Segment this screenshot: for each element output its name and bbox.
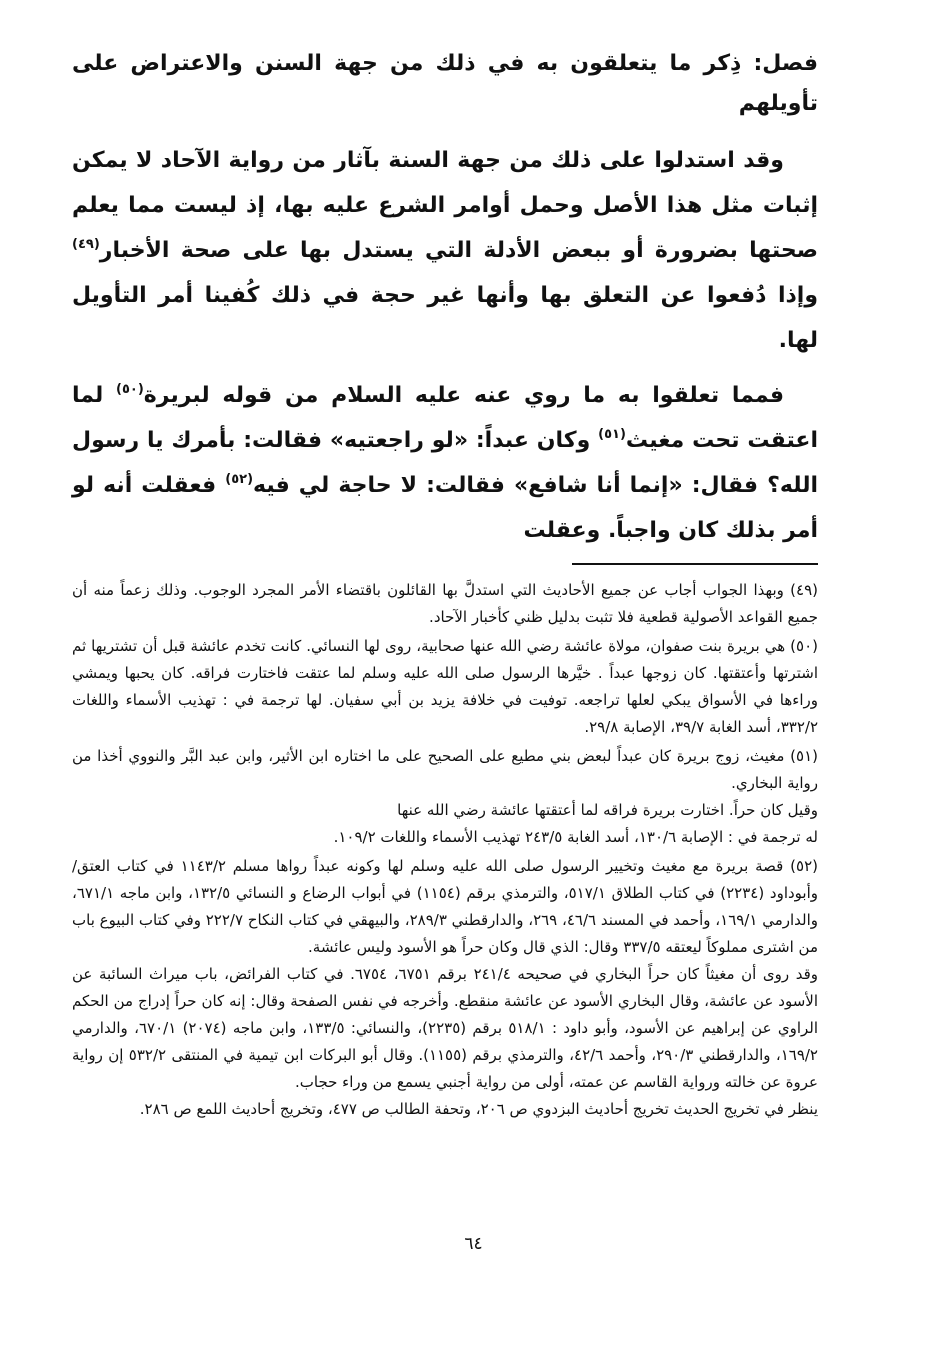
footnote-text: (٥١) مغيث، زوج بريرة كان عبداً لبعض بني مطيع على الصحيح على ما اختاره ابن الأثير، وابن عبد البَّر والنووي أخذا من رواية البخاري.	[72, 747, 818, 792]
document-page	[72, 44, 818, 1125]
paragraph-text: وإذا دُفعوا عن التعلق بها وأنها غير حجة في ذلك كُفينا أمر التأويل لها.	[72, 283, 818, 353]
footnote-ref-50: (٥٠)	[116, 382, 144, 397]
paragraph-text: لما اعتقت تحت مغيث	[72, 383, 818, 453]
section-heading	[72, 44, 818, 124]
footnote-ref-52: (٥٢)	[225, 472, 254, 487]
footnote-52	[72, 853, 818, 1123]
footnote-ref-51: (٥١)	[598, 427, 626, 442]
body-paragraph-1	[72, 138, 818, 363]
section-label: فصل:	[753, 51, 818, 76]
paragraph-text: وكان عبداً: «لو راجعتيه» فقالت: بأمرك يا رسول الله؟ فقال: «إنما أنا شافع» فقالت: لا حاجة لي فيه	[72, 428, 818, 498]
footnote-text: وقد روى أن مغيثاً كان حراً البخاري في صحيحه ٢٤١/٤ برقم ٦٧٥١، ٦٧٥٤. في كتاب الفرائض، باب ميراث السائبة عن الأسود عن عائشة، وقال البخاري الأسود عن عائشة منقطع. وأخرجه في نفس الصفحة وقال: إنه كان حراً إدراج من الحكم الراوي عن إبراهيم عن الأسود، وأبو داود : ٥١٨/١ برقم (٢٢٣٥)، والنسائي: ١٣٣/٥، وابن ماجه (٢٠٧٤) ٦٧٠/١، والدارمي ١٦٩/٢، والدارقطني ٢٩٠/٣، وأحمد ٤٢/٦، والترمذي برقم (١١٥٥). وقال أبو البركات ابن تيمية في المنتقى ٥٣٢/٢ إن رواية عروة عن خالته ورواية القاسم عن عمته، أولى من رواية أجنبي يسمع من وراء حجاب.	[72, 965, 819, 1091]
page-number: ٦٤	[464, 1234, 483, 1254]
paragraph-text: فعقلت أنه لو أمر بذلك كان واجباً. وعقلت	[72, 473, 818, 543]
paragraph-text: فمما تعلقوا به ما روي عنه عليه السلام من قوله لبريرة	[143, 383, 784, 408]
footnote-text: وقيل كان حراً. اختارت بريرة فراقه لما أعتقتها عائشة رضي الله عنها	[397, 801, 818, 819]
footnote-text: ينظر في تخريج الحديث تخريج أحاديث البزدوي ص ٢٠٦، وتحفة الطالب ص ٤٧٧، وتخريج أحاديث اللمع ص ٢٨٦.	[139, 1100, 818, 1118]
body-paragraph-2	[72, 373, 818, 553]
footnote-49	[72, 577, 818, 631]
section-title: ذِكر ما يتعلقون به في ذلك من جهة السنن والاعتراض على تأويلهم	[72, 51, 818, 116]
paragraph-text: وقد استدلوا على ذلك من جهة السنة بآثار من رواية الآحاد لا يمكن إثبات مثل هذا الأصل وحمل أوامر الشرع عليه بها، إذ ليست مما يعلم صحتها بضرورة أو ببعض الأدلة التي يستدل بها على صحة الأخبار	[72, 148, 818, 263]
footnote-51	[72, 743, 818, 851]
footnote-text: له ترجمة في : الإصابة ١٣٠/٦، أسد الغابة ٢٤٣/٥ تهذيب الأسماء واللغات ١٠٩/٢.	[333, 828, 818, 846]
footnote-divider	[572, 563, 818, 565]
footnote-text: (٥٠) هي بريرة بنت صفوان، مولاة عائشة رضي الله عنها صحابية، روى لها النسائي. كانت تخدم عائشة قبل أن تشتريها ثم اشترتها وأعتقتها. كان زوجها عبداً . خيَّرها الرسول صلى الله عليه وسلم لما عتقت فاختارت فراقه. كان يحبها ويمشي وراءها في الأسواق يبكي لعلها تراجعه. توفيت في خلافة يزيد بن أبي سفيان. لها ترجمة في : تهذيب الأسماء واللغات ٣٣٢/٢، أسد الغابة ٣٩/٧، الإصابة ٢٩/٨.	[72, 637, 818, 736]
footnote-50	[72, 633, 818, 741]
footnote-text: (٥٢) قصة بريرة مع مغيث وتخيير الرسول صلى الله عليه وسلم لها وكونه عبداً رواها مسلم ١١٤٣/٢ في كتاب العتق/ وأبوداود (٢٢٣٤) في كتاب الطلاق ٥١٧/١، والترمذي برقم (١١٥٤) في أبواب الرضاع و النسائي ١٣٢/٥، وابن ماجه ٦٧١/١، والدارمي ١٦٩/١، وأحمد في المسند ٤٦/٦، ٢٦٩، والدارقطني ٢٨٩/٣، والبيهقي في كتاب النكاح ٢٢٢/٧ وفي كتاب البيوع باب من اشترى مملوكاً ليعتقه ٣٣٧/٥ وقال: الذي قال وكان حراً هو الأسود وليس عائشة.	[72, 857, 818, 956]
footnote-text: (٤٩) وبهذا الجواب أجاب عن جميع الأحاديث التي استدلَّ بها القائلون باقتضاء الأمر المجرد الوجوب. وذلك زعماً منه أن جميع القواعد الأصولية قطعية فلا تثبت بدليل ظني كأخبار الآحاد.	[72, 581, 818, 626]
footnote-ref-49: (٤٩)	[72, 237, 100, 252]
